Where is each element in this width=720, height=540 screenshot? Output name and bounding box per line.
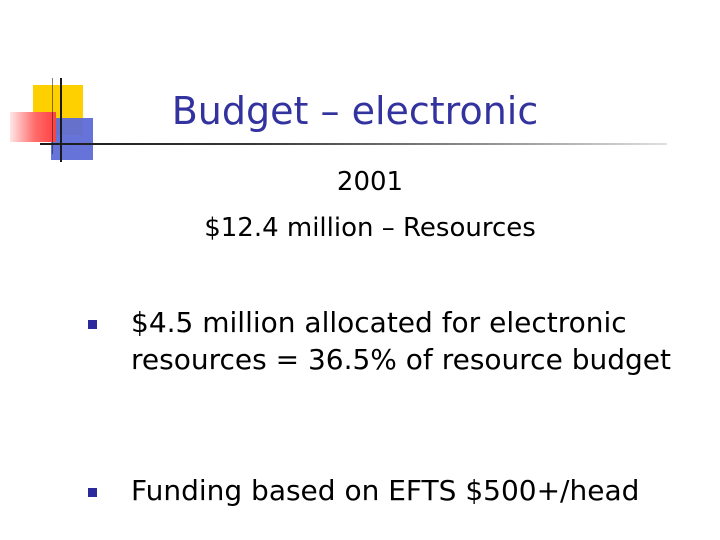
bullet-text: Funding based on EFTS $500+/head — [131, 474, 640, 507]
bullet-item — [88, 472, 688, 509]
subtitle-year: 2001 — [336, 167, 404, 197]
square-bullet-icon — [88, 488, 97, 497]
logo-blue-square — [51, 118, 93, 160]
logo-red-bar — [10, 112, 56, 142]
logo-vertical-line — [60, 78, 62, 162]
square-bullet-icon — [88, 320, 97, 329]
title-underline — [40, 143, 667, 145]
bullet-item — [88, 304, 688, 378]
slide-title: Budget – electronic — [171, 89, 539, 133]
subtitle-total: $12.4 million – Resources — [204, 213, 536, 243]
bullet-text: $4.5 million allocated for electronic resources = 36.5% of resource budget — [131, 306, 671, 376]
